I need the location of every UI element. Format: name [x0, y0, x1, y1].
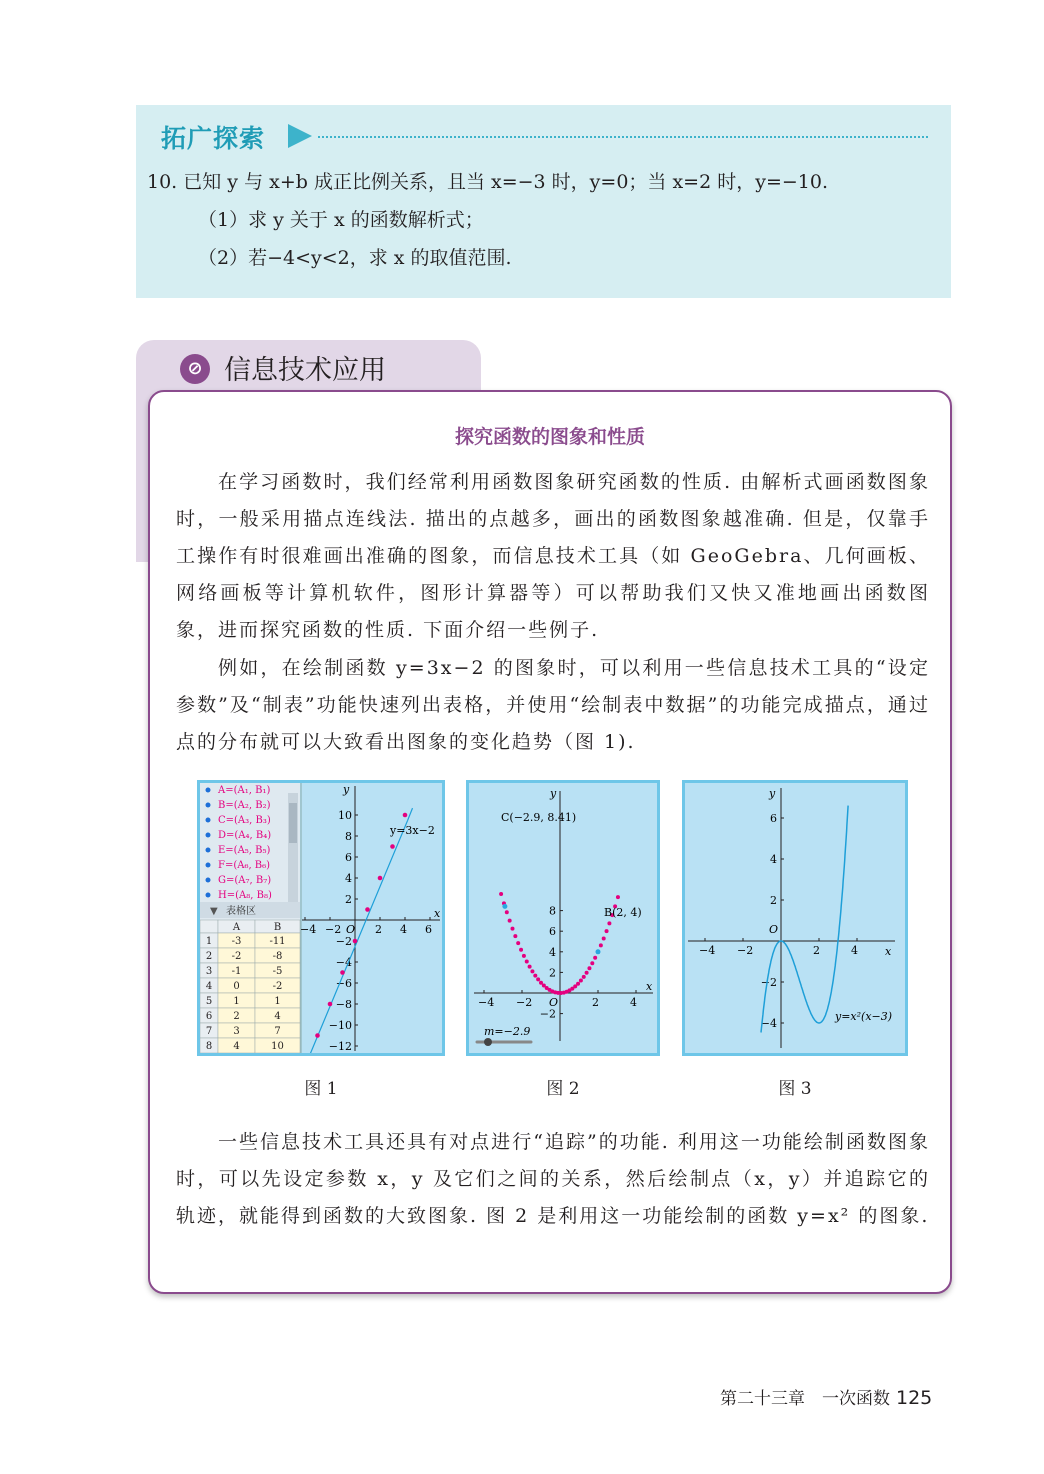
trace-point — [616, 895, 620, 899]
table-cell-value: 2 — [233, 1011, 240, 1022]
point-c — [502, 904, 507, 909]
x-axis-label: x — [434, 907, 441, 920]
table-cell-value: 0 — [233, 981, 240, 992]
table-header-cell — [200, 920, 218, 933]
x-tick-label: O — [769, 923, 779, 936]
y-tick-label: 6 — [345, 851, 352, 864]
trace-point — [607, 921, 611, 925]
question-line-2: （1）求 y 关于 x 的函数解析式； — [198, 209, 484, 231]
y-tick-label: 4 — [770, 853, 777, 866]
x-tick-label: 4 — [630, 996, 637, 1009]
page-footer — [720, 1384, 932, 1409]
y-tick-label: −6 — [335, 977, 352, 990]
table-cell-value: 4 — [233, 1041, 240, 1052]
table-cell-value: 5 — [205, 996, 213, 1007]
data-point — [365, 907, 370, 912]
x-tick-label: 2 — [813, 944, 820, 957]
y-tick-label: 8 — [345, 830, 352, 843]
trace-point — [528, 965, 532, 969]
y-tick-label: 2 — [345, 893, 352, 906]
slider-knob — [484, 1038, 492, 1046]
y-tick-label: −2 — [335, 935, 352, 948]
table-cell-value: 7 — [205, 1026, 213, 1037]
x-tick-label: 6 — [425, 923, 432, 936]
x-axis-label: x — [646, 980, 653, 993]
y-tick-label: 6 — [549, 925, 556, 939]
x-tick-label: −4 — [478, 996, 495, 1009]
point-list-item: F=(A₆, B₆) — [218, 860, 271, 871]
figure-2-caption: 图 2 — [546, 1079, 580, 1099]
figure-3-svg — [685, 783, 905, 1053]
function-line — [310, 821, 408, 1053]
table-header: A — [232, 922, 241, 933]
trace-point — [505, 910, 509, 914]
table-header: B — [273, 922, 282, 933]
trace-point — [576, 982, 580, 986]
y-axis-label: y — [769, 787, 776, 800]
point-list-item: D=(A₄, B₄) — [218, 830, 272, 841]
trace-point — [587, 966, 591, 970]
data-point — [390, 844, 395, 849]
x-axis-label: x — [885, 945, 892, 958]
list-bullet-icon — [206, 863, 211, 868]
trace-point — [533, 974, 537, 978]
trace-point — [585, 971, 589, 975]
x-tick-label: −4 — [300, 923, 317, 936]
x-tick-label: 2 — [375, 923, 382, 936]
x-tick-label: −2 — [325, 923, 342, 936]
function-curve — [761, 806, 848, 1033]
trace-point — [579, 979, 583, 983]
trace-point — [590, 961, 594, 965]
table-cell-value: 2 — [205, 951, 213, 962]
trace-point — [511, 927, 515, 931]
list-bullet-icon — [206, 893, 211, 898]
card-title: 探究函数的图象和性质 — [454, 426, 645, 448]
paragraph-1: 在学习函数时，我们经常利用函数图象研究函数的性质. 由解析式画函数图象时，一般采用描点连线法. 描出的点越多，画出的函数图象越准确. 但是，仅靠手工操作有时很难画出准确的图象，而信息技术工具（如 GeoGebra、几何画板、网络画板等计算机软件，图形计算器等）可以帮助我们又快又准地画出函数图象，进而探究函数的性质. 下面介绍一些例子. — [176, 471, 930, 641]
table-cell-value: 3 — [233, 1026, 240, 1037]
trace-point — [602, 937, 606, 941]
explore-box — [136, 105, 951, 298]
question-line-1: 10. 已知 y 与 x+b 成正比例关系，且当 x=−3 时，y=0；当 x=2 时，y=−10. — [147, 171, 829, 193]
y-tick-label: 4 — [345, 872, 352, 885]
list-bullet-icon — [206, 848, 211, 853]
trace-point — [593, 956, 597, 960]
figure-3-caption: 图 3 — [778, 1079, 812, 1099]
table-cell-value: 4 — [205, 981, 213, 992]
paragraph-2: 例如，在绘制函数 y=3x−2 的图象时，可以利用一些信息技术工具的“设定参数”及“制表”功能快速列出表格，并使用“绘制表中数据”的功能完成描点，通过点的分布就可以大致看出图象的变化趋势（图 1). — [176, 657, 930, 753]
y-tick-label: −4 — [335, 956, 352, 969]
list-bullet-icon — [206, 803, 211, 808]
arrow-icon — [288, 124, 312, 148]
dotted-divider — [318, 136, 928, 138]
data-point — [315, 1033, 320, 1038]
y-tick-label: −12 — [328, 1040, 352, 1053]
function-label: y=3x−2 — [390, 824, 435, 837]
y-tick-label: 4 — [549, 945, 556, 959]
trace-point — [530, 969, 534, 973]
paragraph-3: 一些信息技术工具还具有对点进行“追踪”的功能. 利用这一功能绘制函数图象时，可以先设定参数 x，y 及它们之间的关系，然后绘制点（x，y）并追踪它的轨迹，就能得到函数的大致图象. 图 2 是利用这一功能绘制的函数 y=x² 的图象. — [176, 1131, 930, 1227]
trace-point — [499, 892, 503, 896]
y-axis-label: y — [550, 787, 557, 800]
trace-point — [536, 977, 540, 981]
figure-1-caption: 图 1 — [304, 1079, 338, 1099]
y-tick-label: −4 — [760, 1017, 777, 1030]
y-tick-label: 2 — [770, 894, 777, 907]
x-tick-label: 4 — [400, 923, 407, 936]
info-card — [148, 390, 952, 1294]
data-point — [340, 970, 345, 975]
section-title: 信息技术应用 — [224, 355, 386, 386]
data-point — [353, 939, 358, 944]
trace-point — [539, 981, 543, 985]
slider-label: m=−2.9 — [484, 1025, 531, 1038]
table-cell-value: -3 — [231, 936, 242, 947]
table-cell-value: 6 — [205, 1011, 213, 1022]
function-line-extension — [408, 808, 413, 821]
table-cell-value: 3 — [205, 966, 213, 977]
chapter-title: 第二十三章 一次函数 — [720, 1389, 890, 1409]
trace-point — [522, 954, 526, 958]
point-list-item: C=(A₃, B₃) — [218, 815, 271, 826]
explore-title: 拓广探索 — [161, 124, 266, 153]
table-cell-value: 10 — [271, 1041, 284, 1052]
page-number: 125 — [896, 1387, 933, 1409]
trace-point — [516, 941, 520, 945]
figure-1-svg — [200, 783, 442, 1053]
table-cell-value: -8 — [272, 951, 283, 962]
figure-3 — [682, 780, 908, 1056]
table-cell-value: -2 — [272, 981, 283, 992]
x-tick-label: O — [549, 996, 559, 1009]
trace-point — [582, 975, 586, 979]
y-tick-label: −8 — [335, 998, 352, 1011]
table-cell-value: -2 — [231, 951, 242, 962]
list-bullet-icon — [206, 818, 211, 823]
list-bullet-icon — [206, 833, 211, 838]
data-point — [403, 813, 408, 818]
trace-point — [508, 919, 512, 923]
y-axis-label: y — [343, 783, 350, 796]
table-cell-value: -5 — [272, 966, 283, 977]
x-tick-label: 4 — [851, 944, 858, 957]
table-cell-value: 4 — [274, 1011, 281, 1022]
trace-point — [525, 959, 529, 963]
point-list-item: H=(A₈, B₈) — [218, 890, 272, 901]
figure-2 — [466, 780, 660, 1056]
list-bullet-icon — [206, 788, 211, 793]
table-cell-value: 1 — [274, 996, 281, 1007]
figure-1 — [197, 780, 445, 1056]
table-cell-value: -11 — [269, 936, 286, 947]
point-list-item: E=(A₅, B₅) — [218, 845, 271, 856]
table-cell-value: 8 — [205, 1041, 213, 1052]
info-tech-icon: ⊘ — [180, 354, 210, 384]
y-tick-label: −10 — [328, 1019, 352, 1032]
point-list-item: B=(A₂, B₂) — [218, 800, 271, 811]
trace-point — [605, 929, 609, 933]
y-tick-label: 2 — [549, 966, 556, 980]
list-bullet-icon — [206, 878, 211, 883]
point-list-item: A=(A₁, B₁) — [218, 785, 271, 796]
question-line-3: （2）若−4<y<2，求 x 的取值范围. — [198, 247, 512, 269]
data-point — [328, 1002, 333, 1007]
label-c: C(−2.9, 8.41) — [501, 811, 577, 824]
point-b — [596, 949, 601, 954]
table-cell-value: -1 — [231, 966, 242, 977]
svg-text:▼: ▼ — [210, 906, 218, 917]
y-tick-label: −2 — [760, 976, 777, 989]
y-tick-label: 10 — [338, 809, 352, 822]
table-cell-value: 1 — [233, 996, 240, 1007]
table-cell-value: 1 — [205, 936, 213, 947]
x-tick-label: −4 — [699, 944, 716, 957]
trace-point — [519, 948, 523, 952]
y-tick-label: 8 — [549, 904, 556, 918]
x-tick-label: −2 — [516, 996, 533, 1009]
table-cell-value: 7 — [274, 1026, 281, 1037]
table-title: 表格区 — [226, 906, 256, 917]
x-tick-label: −2 — [737, 944, 754, 957]
y-tick-label: 6 — [770, 812, 777, 825]
x-tick-label: 2 — [592, 996, 599, 1009]
trace-point — [513, 934, 517, 938]
point-list-item: G=(A₇, B₇) — [218, 875, 272, 886]
function-label: y=x²(x−3) — [835, 1010, 893, 1023]
y-tick-label: −2 — [539, 1007, 556, 1021]
label-b: B(2, 4) — [604, 906, 642, 919]
figure-2-svg — [469, 783, 657, 1053]
x-tick-label: O — [346, 923, 356, 936]
trace-point — [599, 943, 603, 947]
data-point — [378, 876, 383, 881]
